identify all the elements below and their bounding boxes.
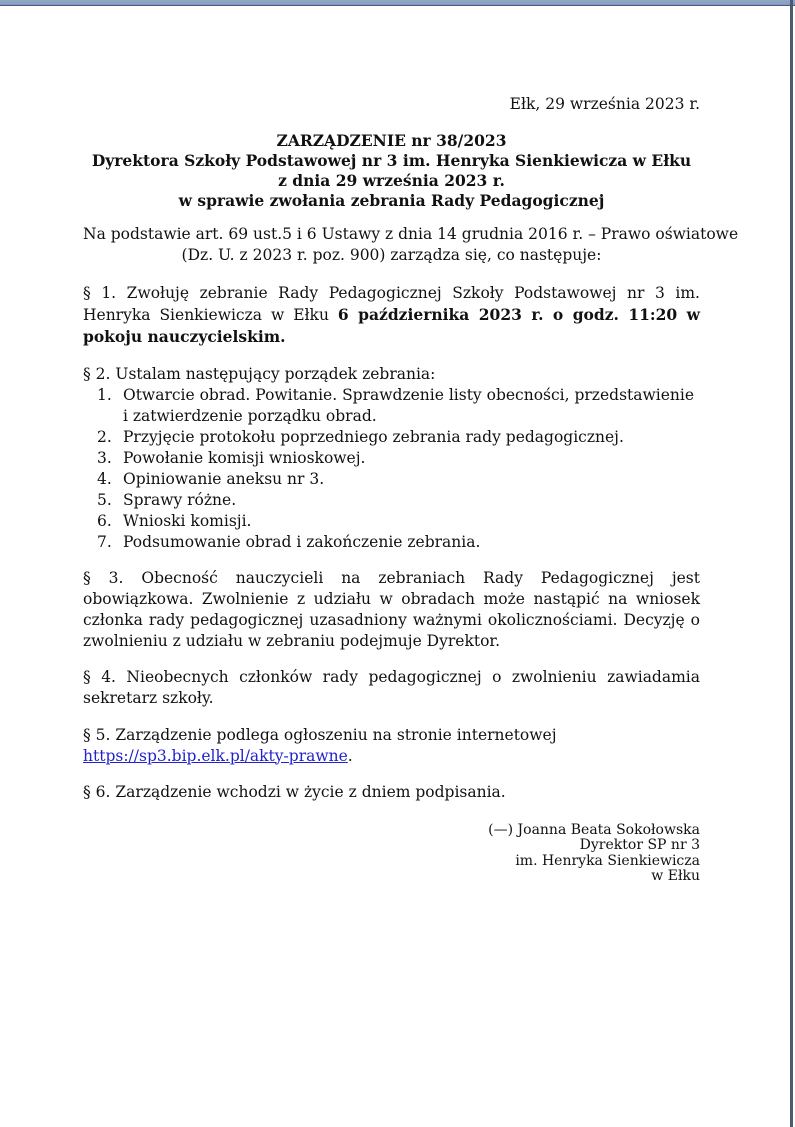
agenda-list bbox=[83, 385, 700, 553]
agenda-item-text: Opiniowanie aneksu nr 3. bbox=[123, 469, 325, 488]
paragraph-6: § 6. Zarządzenie wchodzi w życie z dniem podpisania. bbox=[83, 782, 506, 801]
place-and-date: Ełk, 29 września 2023 r. bbox=[509, 95, 700, 113]
window-right-edge bbox=[790, 0, 793, 1127]
agenda-item-number: 6. bbox=[97, 511, 112, 530]
document-title bbox=[83, 131, 700, 211]
agenda-item-text: Podsumowanie obrad i zakończenie zebrania. bbox=[123, 532, 481, 551]
agenda-item-number: 4. bbox=[97, 469, 112, 488]
title-line-subject: w sprawie zwołania zebrania Rady Pedagogicznej bbox=[178, 191, 605, 210]
paragraph-3: § 3. Obecność nauczycieli na zebraniach Rady Pedagogicznej jest obowiązkowa. Zwolnienie z udziału w obradach może nastąpić na wniosek członka rady pedagogicznej uzasadniony ważnymi okolicznościami. Decyzję o zwolnieniu z udziału w zebraniu podejmuje Dyrektor. bbox=[83, 568, 700, 650]
agenda-item-number: 2. bbox=[97, 427, 112, 446]
link-trailing-period: . bbox=[347, 746, 353, 765]
agenda-item-text: Wnioski komisji. bbox=[123, 511, 252, 530]
paragraph-1-bold-text: 6 października 2023 r. o godz. 11:20 w pokoju nauczycielskim. bbox=[83, 305, 700, 346]
agenda-item-number: 3. bbox=[97, 448, 112, 467]
paragraph-5-text: § 5. Zarządzenie podlega ogłoszeniu na stronie internetowej bbox=[83, 725, 557, 744]
paragraph-5-link-line bbox=[83, 746, 700, 767]
signature-block bbox=[83, 823, 700, 885]
paragraph-1 bbox=[83, 283, 700, 348]
agenda-item-text: Otwarcie obrad. Powitanie. Sprawdzenie listy obecności, przedstawienie i zatwierdzenie porządku obrad. bbox=[123, 385, 695, 425]
legal-basis bbox=[83, 224, 739, 266]
paragraph-1-text: § 1. Zwołuję zebranie Rady Pedagogicznej Szkoły Podstawowej nr 3 im. Henryka Sienkiewicza w Ełku bbox=[83, 284, 700, 324]
bip-acts-link[interactable]: https://sp3.bip.elk.pl/akty-prawne bbox=[83, 746, 348, 765]
agenda-item-text: Przyjęcie protokołu poprzedniego zebrania rady pedagogicznej. bbox=[123, 427, 624, 446]
legal-basis-line-1: Na podstawie art. 69 ust.5 i 6 Ustawy z dnia 14 grudnia 2016 r. – Prawo oświatowe bbox=[83, 225, 739, 243]
paragraph-4: § 4. Nieobecnych członków rady pedagogicznej o zwolnieniu zawiadamia sekretarz szkoły. bbox=[83, 668, 700, 707]
signature-city: w Ełku bbox=[651, 868, 700, 884]
agenda-item bbox=[83, 532, 700, 553]
signature-role: Dyrektor SP nr 3 bbox=[579, 837, 700, 853]
title-line-issuer: Dyrektora Szkoły Podstawowej nr 3 im. Henryka Sienkiewicza w Ełku bbox=[91, 151, 692, 170]
agenda-item-text: Sprawy różne. bbox=[123, 490, 237, 509]
title-line-date: z dnia 29 września 2023 r. bbox=[278, 171, 505, 190]
document-page bbox=[83, 0, 739, 885]
paragraph-2-intro: § 2. Ustalam następujący porządek zebrania: bbox=[83, 364, 436, 383]
signature-name: (—) Joanna Beata Sokołowska bbox=[488, 821, 700, 838]
signature-school: im. Henryka Sienkiewicza bbox=[515, 852, 700, 869]
agenda-item-number: 1. bbox=[97, 385, 112, 404]
agenda-item bbox=[83, 427, 700, 448]
legal-basis-line-2: (Dz. U. z 2023 r. poz. 900) zarządza się, co następuje: bbox=[181, 246, 602, 264]
agenda-item bbox=[83, 469, 700, 490]
agenda-item bbox=[83, 511, 700, 532]
agenda-item-text: Powołanie komisji wnioskowej. bbox=[123, 448, 366, 467]
paragraph-5 bbox=[83, 725, 700, 767]
agenda-item bbox=[83, 490, 700, 511]
title-line-number: ZARZĄDZENIE nr 38/2023 bbox=[276, 131, 507, 150]
agenda-item bbox=[83, 448, 700, 469]
agenda-item-number: 7. bbox=[97, 532, 112, 551]
agenda-item-number: 5. bbox=[97, 490, 112, 509]
agenda-item bbox=[83, 385, 700, 427]
